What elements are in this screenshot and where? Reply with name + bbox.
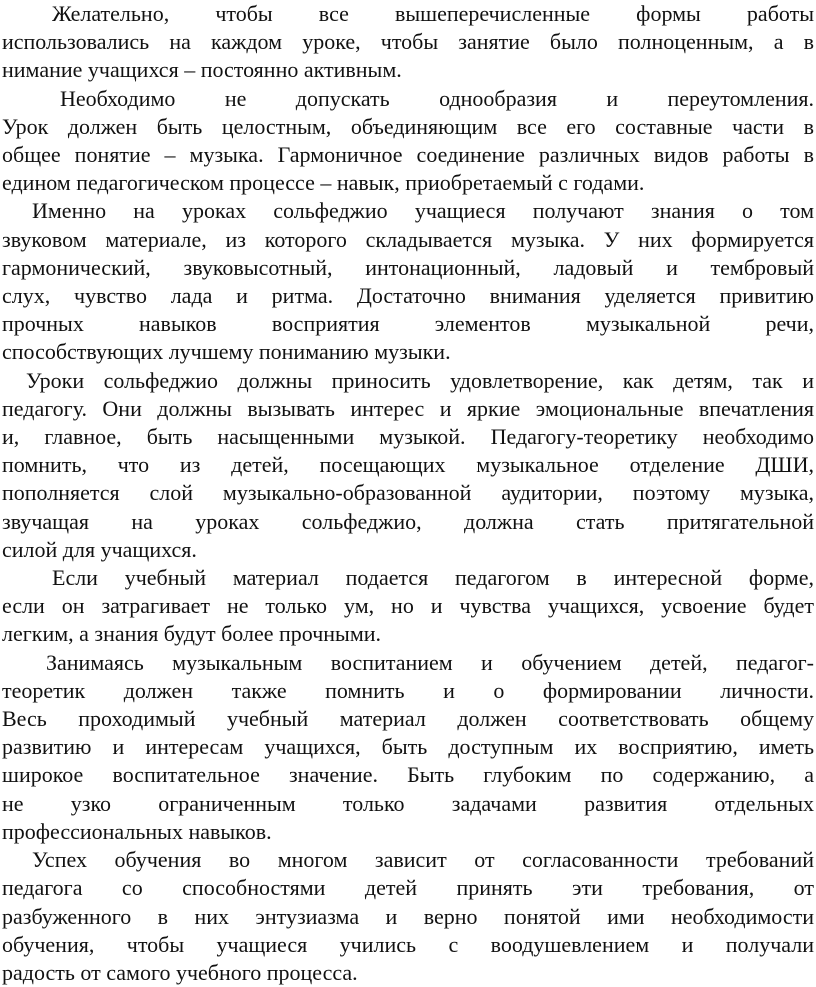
text-line: и, главное, быть насыщенными музыкой. Педагогу-теоретику необходимо	[2, 424, 814, 450]
text-line: широкое воспитательное значение. Быть глубоким по содержанию, а	[2, 762, 814, 788]
text-line: теоретик должен также помнить и о формировании личности.	[2, 677, 814, 703]
text-line: едином педагогическом процессе – навык, приобретаемый с годами.	[2, 170, 645, 196]
text-line: Если учебный материал подается педагогом в интересной форме,	[52, 565, 814, 591]
text-line: Уроки сольфеджио должны приносить удовлетворение, как детям, так и	[26, 367, 814, 393]
text-line: использовались на каждом уроке, чтобы занятие было полноценным, а в	[2, 29, 814, 55]
text-line: Желательно, чтобы все вышеперечисленные формы работы	[52, 1, 814, 26]
text-line: помнить, что из детей, посещающих музыкальное отделение ДШИ,	[2, 452, 814, 478]
text-line: слух, чувство лада и ритма. Достаточно внимания уделяется привитию	[2, 283, 814, 309]
paragraph	[2, 0, 814, 85]
text-line: звуковом материале, из которого складывается музыка. У них формируется	[2, 226, 814, 252]
text-line: радость от самого учебного процесса.	[2, 959, 358, 985]
text-line: развитию и интересам учащихся, быть доступным их восприятию, иметь	[2, 734, 814, 760]
text-line: пополняется слой музыкально-образованной аудитории, поэтому музыка,	[2, 480, 814, 506]
text-line: легким, а знания будут более прочными.	[2, 621, 382, 647]
text-line: обучения, чтобы учащиеся учились с воодушевлением и получали	[2, 931, 814, 957]
text-line: силой для учащихся.	[2, 536, 197, 562]
text-line: гармонический, звуковысотный, интонационный, ладовый и тембровый	[2, 254, 814, 280]
text-line: Успех обучения во многом зависит от согласованности требований	[32, 847, 814, 873]
paragraph	[2, 85, 814, 198]
paragraph	[2, 197, 814, 366]
text-line: способствующих лучшему пониманию музыки.	[2, 339, 451, 365]
text-line: разбуженного в них энтузиазма и верно понятой ими необходимости	[2, 903, 814, 929]
text-line: не узко ограниченным только задачами развития отдельных	[2, 790, 814, 816]
text-line: нимание учащихся – постоянно активным.	[2, 57, 402, 83]
text-line: профессиональных навыков.	[2, 818, 272, 844]
paragraph	[2, 649, 814, 846]
text-line: Занимаясь музыкальным воспитанием и обучением детей, педагог-	[46, 649, 814, 675]
text-line: Урок должен быть целостным, объединяющим все его составные части в	[2, 113, 814, 139]
text-line: общее понятие – музыка. Гармоничное соединение различных видов работы в	[2, 142, 814, 168]
text-line: педагогу. Они должны вызывать интерес и яркие эмоциональные впечатления	[2, 395, 814, 421]
text-line: если он затрагивает не только ум, но и чувства учащихся, усвоение будет	[2, 593, 814, 619]
paragraph	[2, 564, 814, 649]
text-line: Именно на уроках сольфеджио учащиеся получают знания о том	[32, 198, 814, 224]
text-line: звучащая на уроках сольфеджио, должна стать притягательной	[2, 508, 814, 534]
text-line: педагога со способностями детей принять эти требования, от	[2, 875, 814, 901]
text-line: прочных навыков восприятия элементов музыкальной речи,	[2, 311, 814, 337]
text-line: Необходимо не допускать однообразия и переутомления.	[60, 85, 814, 111]
paragraph	[2, 846, 814, 987]
text-line: Весь проходимый учебный материал должен соответствовать общему	[2, 706, 814, 732]
paragraph	[2, 367, 814, 564]
